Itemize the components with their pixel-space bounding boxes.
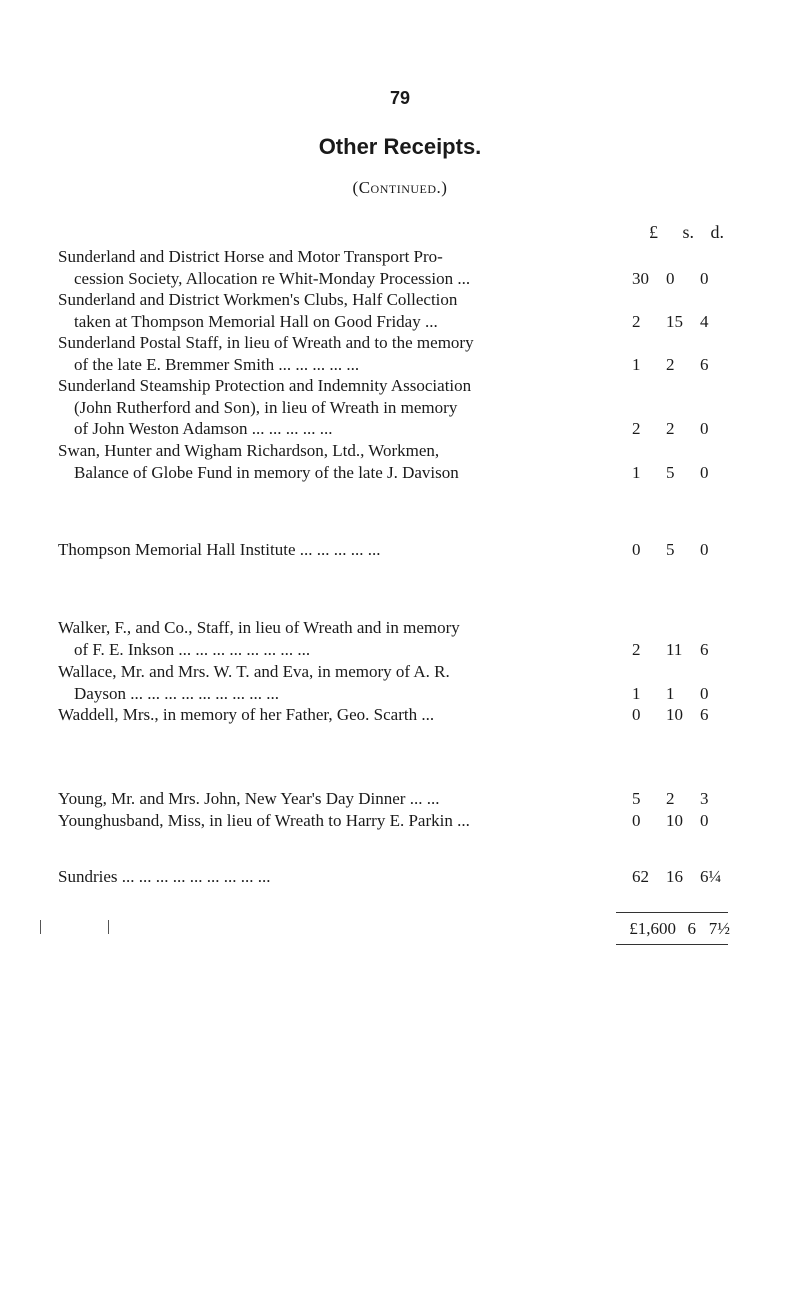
margin-mark [40,920,41,934]
amount-shillings: 0 [666,268,675,288]
column-headers [0,222,800,246]
pounds-header: £ [649,222,658,242]
entry-line: Younghusband, Miss, in lieu of Wreath to Harry E. Parkin ... [58,811,470,830]
amount-pence: 0 [700,462,709,482]
total-row [0,919,800,941]
entry-line: Wallace, Mr. and Mrs. W. T. and Eva, in memory of A. R. [58,662,450,681]
amount-shillings: 1 [666,683,675,703]
entry-line: Dayson ... ... ... ... ... ... ... ... ... [74,683,279,703]
total-rule-bottom [616,944,728,945]
entry-description [58,704,628,726]
amount-pounds: 2 [632,639,641,659]
total-rule-top [616,912,728,913]
amount-shillings: 10 [666,705,683,724]
entry-description [58,246,628,289]
entry-line: Balance of Globe Fund in memory of the late J. Davison [74,462,459,482]
entry-line: Sundries ... ... ... ... ... ... ... ... ... [58,867,271,886]
amount-pence: 6 [700,354,709,374]
amount-pence: 6 [700,639,709,659]
entry-description [58,661,628,704]
amount-pounds: 5 [632,789,641,808]
entry-line: Swan, Hunter and Wigham Richardson, Ltd., Workmen, [58,441,440,460]
entry-line: of John Weston Adamson ... ... ... ... ... [74,419,333,438]
page-number: 79 [389,88,411,108]
page-subtitle: (Continued.) [352,178,448,197]
amount-pounds: 0 [632,705,641,724]
entry-line: (John Rutherford and Son), in lieu of Wreath in memory [74,397,458,417]
entry-description [58,375,628,440]
entry-line: Sunderland and District Horse and Motor Transport Pro- [58,247,443,266]
entry-description [58,440,628,483]
amount-shillings: 10 [666,811,683,830]
entry-line: Young, Mr. and Mrs. John, New Year's Day Dinner ... ... [58,789,440,808]
page-title: Other Receipts. [318,134,482,159]
entry-description [58,617,628,660]
entry-line: Waddell, Mrs., in memory of her Father, Geo. Scarth ... [58,705,435,724]
amount-pounds: 30 [632,268,649,288]
entry-line: Walker, F., and Co., Staff, in lieu of Wreath and in memory [58,618,460,637]
entry-line: cession Society, Allocation re Whit-Monday Procession ... [74,268,471,288]
entry-line: Sunderland Steamship Protection and Indemnity Association [58,376,472,395]
amount-shillings: 5 [666,462,675,482]
amount-pounds: 1 [632,354,641,374]
total-pence: 7½ [708,919,730,938]
amount-pounds: 0 [632,811,641,830]
entry-description [58,866,628,888]
amount-shillings: 5 [666,540,675,559]
margin-mark [108,920,109,934]
amount-pence: 3 [700,789,709,808]
amount-pounds: 62 [632,867,649,886]
entry-line: Thompson Memorial Hall Institute ... ... ... ... ... [58,540,381,559]
total-pounds: £1,600 [629,919,676,938]
entry-description [58,289,628,332]
entry-line: Sunderland Postal Staff, in lieu of Wreath and to the memory [58,333,474,352]
amount-pounds: 2 [632,311,641,331]
amount-shillings: 15 [666,311,683,331]
entry-description [58,332,628,375]
amount-pounds: 1 [632,683,641,703]
entry-line: of F. E. Inkson ... ... ... ... ... ... ... ... [74,639,311,659]
pence-header: d. [710,222,724,242]
amount-pounds: 1 [632,462,641,482]
amount-shillings: 11 [666,639,683,659]
amount-pence: 0 [700,268,709,288]
amount-pence: 0 [700,683,709,703]
entry-description [58,539,628,561]
amount-pence: 0 [700,811,709,830]
amount-pounds: 2 [632,419,641,438]
amount-pence: 6¼ [700,867,722,886]
amount-shillings: 16 [666,867,683,886]
amount-shillings: 2 [666,354,675,374]
shillings-header: s. [682,222,694,242]
amount-pounds: 0 [632,540,641,559]
amount-shillings: 2 [666,419,675,438]
amount-pence: 0 [700,419,709,438]
entry-description [58,788,628,810]
entry-line: Sunderland and District Workmen's Clubs, Half Collection [58,290,458,309]
entry-description [58,810,628,832]
amount-pence: 0 [700,540,709,559]
total-shillings: 6 [687,919,696,938]
amount-pence: 4 [700,311,709,331]
entry-line: taken at Thompson Memorial Hall on Good Friday ... [74,311,438,331]
amount-pence: 6 [700,705,709,724]
entry-line: of the late E. Bremmer Smith ... ... ... ... ... [74,354,360,374]
amount-shillings: 2 [666,789,675,808]
